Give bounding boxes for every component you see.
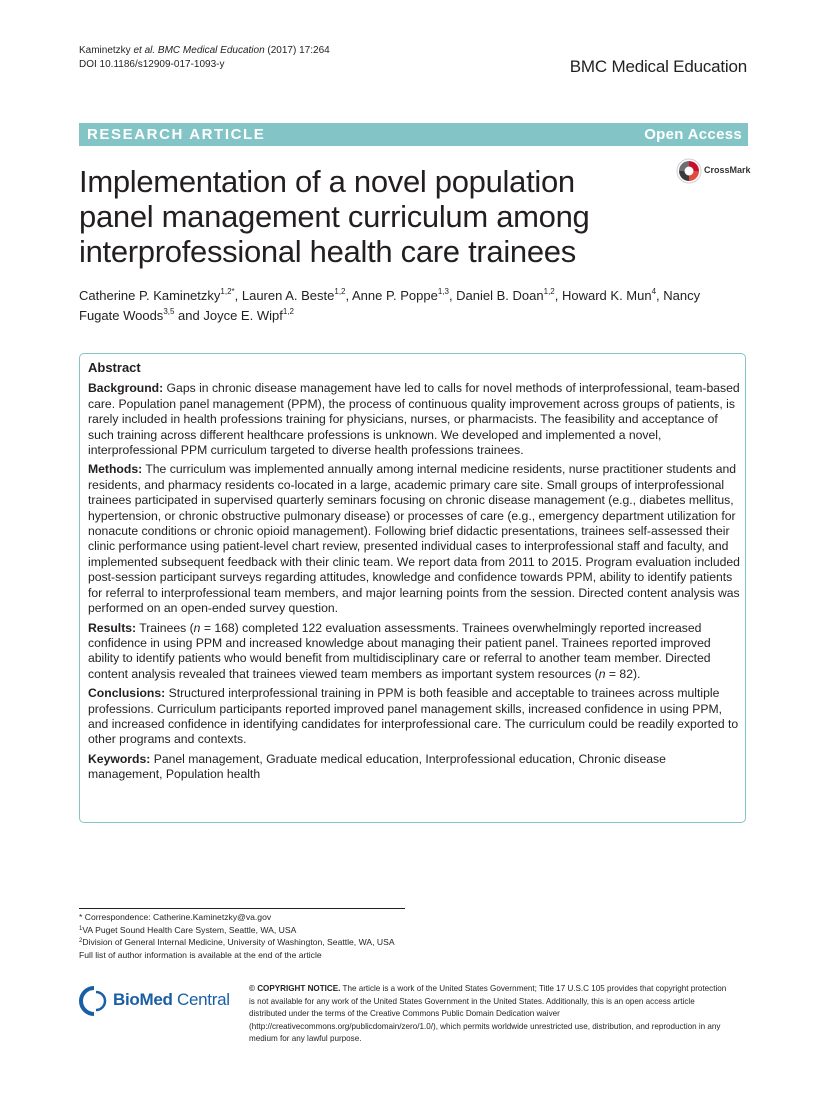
author[interactable] <box>203 308 294 323</box>
conclusions-label: Conclusions: <box>88 686 166 701</box>
citation-journal: et al. BMC Medical Education <box>133 45 265 56</box>
author[interactable] <box>562 288 656 303</box>
author[interactable] <box>79 288 235 303</box>
crossmark-icon <box>676 158 702 184</box>
journal-name: BMC Medical Education <box>569 57 747 76</box>
copyright-text: The article is a work of the United States Government; Title 17 U.S.C 105 provides that copyright protection is not available for any work of the United States Government in the United States. Additionally, this is an open access article distributed under the terms of the Creative Commons Public Domain Dedication waiver (http://creativecommons.org/publicdomain/zero/1.0/), which permits worldwide unrestricted use, distribution, and reproduction in any medium for any lawful purpose. <box>249 984 727 1044</box>
author-name: Catherine P. Kaminetzky <box>79 288 221 303</box>
citation-doi[interactable]: DOI 10.1186/s12909-017-1093-y <box>79 59 225 70</box>
article-type-label: RESEARCH ARTICLE <box>87 126 266 143</box>
crossmark-label: CrossMark <box>704 165 751 175</box>
article-type-banner <box>79 123 748 146</box>
keywords-text: Panel management, Graduate medical education, Interprofessional education, Chronic disease management, Population health <box>88 751 666 782</box>
results-n: n <box>193 620 201 635</box>
correspondence[interactable]: * Correspondence: Catherine.Kaminetzky@va.gov <box>79 912 272 922</box>
author[interactable] <box>352 288 449 303</box>
copyright-label: © COPYRIGHT NOTICE. <box>249 984 341 993</box>
author-affiliation: 1,2 <box>334 287 346 296</box>
methods-text: The curriculum was implemented annually among internal medicine residents, nurse practitioner students and residents, and pharmacy residents co-located in a large, academic primary care site. Small groups of interprofessional trainees participated in supervised quarterly seminars focusing on chronic disease management (e.g., diabetes mellitus, hypertension, or chronic obstructive pulmonary disease) or processes of care (e.g., emergency department utilization for nonacute conditions or chronic opioid management). Following brief didactic presentations, trainees self-assessed their clinic performance using patient-level chart review, presented individual cases to interprofessional staff and faculty, and implemented subsequent feedback with their clinic team. We report data from 2011 to 2015. Program evaluation included post-session participant surveys regarding attitudes, knowledge and confidence towards PPM, ability to identify patients for referral to interprofessional team members, and major learning points from the session. Directed content analysis was performed on an open-ended survey question. <box>88 462 740 616</box>
author-affiliation: 1,2* <box>220 287 235 296</box>
citation <box>79 44 330 72</box>
author-name: Howard K. Mun <box>561 288 652 303</box>
author[interactable] <box>456 288 555 303</box>
biomed-central-logo[interactable] <box>79 984 239 1018</box>
abstract-methods <box>88 462 740 616</box>
author-name: Anne P. Poppe <box>352 288 438 303</box>
biomed-central-wordmark <box>113 990 230 1010</box>
affiliation-text: Division of General Internal Medicine, University of Washington, Seattle, WA, USA <box>82 937 395 947</box>
author-affiliation: 4 <box>651 287 657 296</box>
affiliation-number: 2 <box>79 938 83 944</box>
affiliation-number: 1 <box>79 925 83 932</box>
keywords-label: Keywords: <box>88 751 151 766</box>
affiliation-1 <box>79 924 409 937</box>
author-name: Daniel B. Doan <box>456 288 544 303</box>
author[interactable] <box>242 288 346 303</box>
author-info-note: Full list of author information is available at the end of the article <box>79 949 322 960</box>
methods-label: Methods: <box>88 462 143 477</box>
abstract-keywords <box>88 752 740 783</box>
author-name: Nancy Fugate Woods <box>79 288 701 323</box>
author-name: Lauren A. Beste <box>241 288 335 303</box>
conclusions-text: Structured interprofessional training in PPM is both feasible and acceptable to trainees across multiple professions. Curriculum participants reported improved panel management skills, increased confidence in using PPM, and increased confidence in identifying candidates for interprofessional care. The curriculum could be readily exported to other programs and contexts. <box>88 686 739 747</box>
citation-line-1 <box>79 44 330 58</box>
author-affiliation: 1,2 <box>282 307 294 316</box>
results-label: Results: <box>88 620 137 635</box>
footnotes <box>79 911 409 961</box>
author-affiliation: 3,5 <box>163 307 175 316</box>
results-text: = 168) completed 122 evaluation assessments. Trainees overwhelmingly reported increased confidence in using PPM and increased knowledge about managing their patient panel. Trainees reported improved ability to identify patients who would benefit from multidisciplinary care or referral to another team member. Directed content analysis revealed that trainees viewed team members as important system resources ( <box>88 620 711 681</box>
abstract-box <box>79 353 746 823</box>
article-title: Implementation of a novel population panel management curriculum among interprofessional health care trainees <box>79 164 590 269</box>
abstract-conclusions <box>88 686 740 748</box>
background-label: Background: <box>88 381 164 396</box>
author-affiliation: 1,3 <box>437 287 449 296</box>
crossmark-badge[interactable] <box>676 157 751 187</box>
copyright-notice <box>249 983 729 1046</box>
citation-volume: (2017) 17:264 <box>264 45 330 56</box>
abstract-background <box>88 381 740 458</box>
background-text: Gaps in chronic disease management have led to calls for novel methods of interprofessional, team-based care. Population panel management (PPM), the process of continuous quality improvement across groups of patients, is rarely included in health professions training for physicians, nurses, or pharmacists. The feasibility and acceptance of such training across different healthcare professions is unknown. We developed and implemented a novel, interprofessional PPM curriculum targeted to diverse health professions trainees. <box>88 381 740 458</box>
wordmark-rest: Central <box>172 990 230 1009</box>
abstract-results <box>88 621 740 683</box>
biomed-central-icon <box>79 986 109 1016</box>
results-text: Trainees ( <box>136 620 194 635</box>
citation-authors: Kaminetzky <box>79 45 131 56</box>
wordmark-bold: BioMed <box>113 990 173 1009</box>
footnote-divider <box>79 908 405 909</box>
results-n: n <box>598 666 606 681</box>
author-list: Catherine P. Kaminetzky$^{1,2*}$, Lauren A. Beste$^{1,2}$, Anne P. Poppe$^{1,3}$, Daniel B. Doan$^{1,2}$, Howard K. Mun$^4$, Nancy Fugate Woods$^{3,5}$ and Joyce E. Wipf$^{1,2}$ <box>79 287 701 323</box>
author-affiliation: 1,2 <box>543 287 555 296</box>
open-access-label: Open Access <box>644 126 742 143</box>
results-text: = 82). <box>605 666 641 681</box>
abstract-heading: Abstract <box>88 360 141 375</box>
affiliation-2 <box>79 936 409 949</box>
author-name: Joyce E. Wipf <box>203 308 283 323</box>
affiliation-text: VA Puget Sound Health Care System, Seattle, WA, USA <box>82 924 297 935</box>
